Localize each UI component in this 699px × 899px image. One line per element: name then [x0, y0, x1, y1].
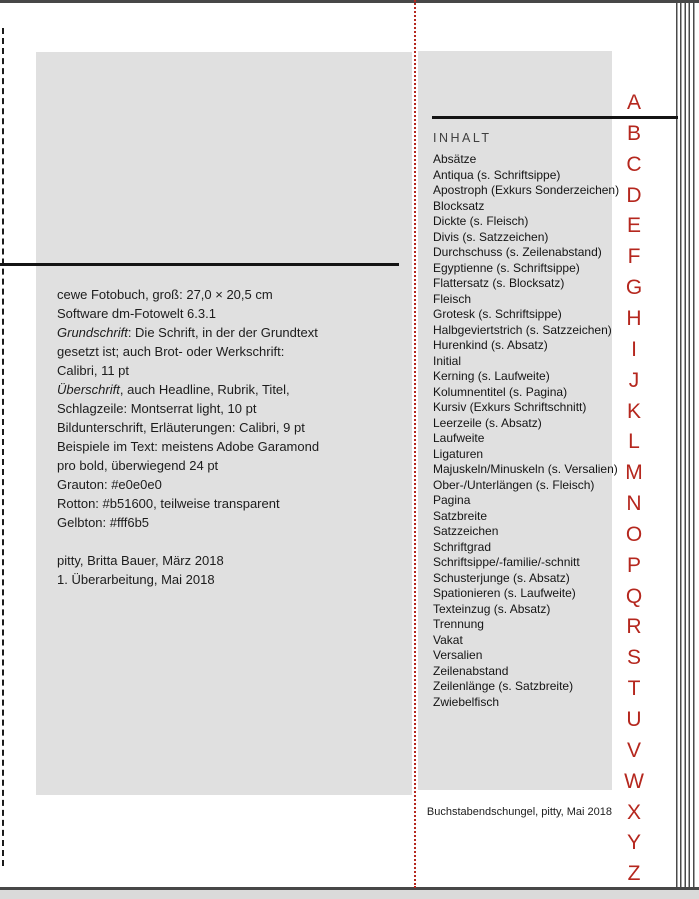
colophon-line: Software dm-Fotowelt 6.3.1: [57, 306, 216, 321]
toc-heading: INHALT: [433, 131, 492, 145]
alphabet-letter: C: [626, 152, 642, 176]
toc-item: Apostroph (Exkurs Sonderzeichen): [433, 183, 620, 197]
alphabet-letter: V: [626, 738, 641, 762]
toc-item: Kerning (s. Laufweite): [433, 369, 550, 383]
colophon-line: pro bold, überwiegend 24 pt: [57, 458, 219, 473]
toc-item: Ligaturen: [433, 446, 484, 461]
toc-list: [433, 152, 618, 710]
toc-item: Durchschuss (s. Zeilenabstand): [433, 245, 602, 259]
alphabet-letter: B: [626, 121, 641, 145]
alphabet-letter: T: [627, 677, 641, 701]
toc-item: Zeilenabstand: [433, 663, 509, 678]
toc-item: Zeilenlänge (s. Satzbreite): [433, 679, 574, 693]
toc-item: Divis (s. Satzzeichen): [433, 229, 549, 244]
alphabet-letter: X: [626, 800, 641, 824]
alphabet-column: [612, 0, 656, 899]
alphabet-letter: F: [627, 245, 641, 269]
toc-item: Leerzeile (s. Absatz): [433, 415, 542, 430]
toc-item: Grotesk (s. Schriftsippe): [433, 307, 562, 321]
colophon-line: Beispiele im Text: meistens Adobe Garamond: [57, 439, 320, 454]
colophon-line: pitty, Britta Bauer, März 2018: [57, 553, 224, 568]
alphabet-letter: N: [626, 492, 642, 516]
colophon-line: Überschrift, auch Headline, Rubrik, Titel,: [57, 382, 290, 397]
colophon-text-block: [57, 285, 397, 589]
toc-item: Ober-/Unterlängen (s. Fleisch): [433, 477, 595, 492]
toc-item: Flattersatz (s. Blocksatz): [433, 276, 565, 290]
alphabet-letter: U: [626, 708, 642, 731]
toc-item: Antiqua (s. Schriftsippe): [433, 167, 561, 182]
alphabet-letter: O: [625, 522, 643, 546]
toc-item: Kursiv (Exkurs Schriftschnitt): [433, 400, 587, 414]
colophon-line: Schlagzeile: Montserrat light, 10 pt: [57, 401, 257, 416]
colophon-line: gesetzt ist; auch Brot- oder Werkschrift:: [57, 344, 285, 359]
toc-item: Blocksatz: [433, 198, 485, 213]
toc-item: Satzzeichen: [433, 524, 499, 538]
toc-item: Versalien: [433, 648, 483, 662]
page-caption: Buchstabendschungel, pitty, Mai 2018: [426, 806, 612, 818]
toc-item: Dickte (s. Fleisch): [433, 214, 529, 228]
toc-item: Schriftgrad: [433, 539, 492, 554]
toc-item: Schriftsippe/-familie/-schnitt: [433, 555, 580, 569]
toc-item: Halbgeviertstrich (s. Satzzeichen): [433, 322, 612, 337]
toc-item: Texteinzug (s. Absatz): [433, 601, 551, 616]
alphabet-letter: I: [631, 337, 637, 361]
colophon-line: Calibri, 11 pt: [57, 363, 130, 378]
alphabet-letter: Y: [626, 831, 641, 855]
alphabet-letter: Z: [627, 862, 641, 886]
left-trim-dashed-line: [2, 28, 4, 866]
toc-item: Initial: [433, 353, 462, 368]
page-stack-edge: [676, 3, 696, 887]
alphabet-letter: L: [628, 430, 640, 454]
toc-item: Egyptienne (s. Schriftsippe): [433, 260, 580, 275]
alphabet-letter: E: [626, 214, 641, 238]
alphabet-letter: M: [625, 461, 643, 485]
alphabet-letter: W: [624, 769, 644, 793]
colophon-line: cewe Fotobuch, groß: 27,0 × 20,5 cm: [57, 287, 273, 302]
alphabet-letter: P: [626, 553, 641, 577]
colophon-line: Grauton: #e0e0e0: [57, 477, 162, 492]
toc-item: Satzbreite: [433, 508, 488, 523]
toc-item: Trennung: [433, 617, 484, 631]
colophon-line: 1. Überarbeitung, Mai 2018: [57, 572, 215, 587]
colophon-line: Rotton: #b51600, teilweise transparent: [57, 496, 280, 511]
alphabet-letter: J: [628, 368, 640, 392]
colophon-line: Grundschrift: Die Schrift, in der der Grundtext: [57, 325, 318, 340]
alphabet-letter: G: [625, 276, 643, 300]
alphabet-letter: A: [626, 91, 641, 114]
alphabet-letter: S: [626, 646, 641, 670]
toc-item: Laufweite: [433, 431, 485, 445]
colophon-line: Gelbton: #fff6b5: [57, 515, 150, 530]
surface-below-page: [0, 890, 699, 899]
toc-item: Spationieren (s. Laufweite): [433, 586, 576, 600]
alphabet-letter: H: [626, 306, 642, 330]
alphabet-letter: K: [626, 399, 641, 423]
center-fold-dotted-line: [414, 0, 416, 888]
alphabet-letter: R: [626, 615, 642, 639]
toc-item: Hurenkind (s. Absatz): [433, 338, 548, 352]
toc-item: Kolumnentitel (s. Pagina): [433, 384, 568, 399]
toc-item: Majuskeln/Minuskeln (s. Versalien): [433, 462, 618, 476]
alphabet-letter: Q: [625, 584, 643, 608]
toc-item: Fleisch: [433, 291, 472, 306]
toc-item: Absätze: [433, 152, 477, 166]
colophon-line: [57, 532, 397, 551]
toc-item: Vakat: [433, 632, 463, 647]
left-horizontal-rule: [0, 263, 399, 266]
toc-item: Pagina: [433, 493, 471, 507]
top-page-edge: [0, 0, 699, 3]
alphabet-letter: D: [626, 183, 642, 207]
colophon-line: Bildunterschrift, Erläuterungen: Calibri, 9 pt: [57, 420, 305, 435]
toc-item: Schusterjunge (s. Absatz): [433, 570, 570, 585]
toc-item: Zwiebelfisch: [433, 694, 500, 709]
